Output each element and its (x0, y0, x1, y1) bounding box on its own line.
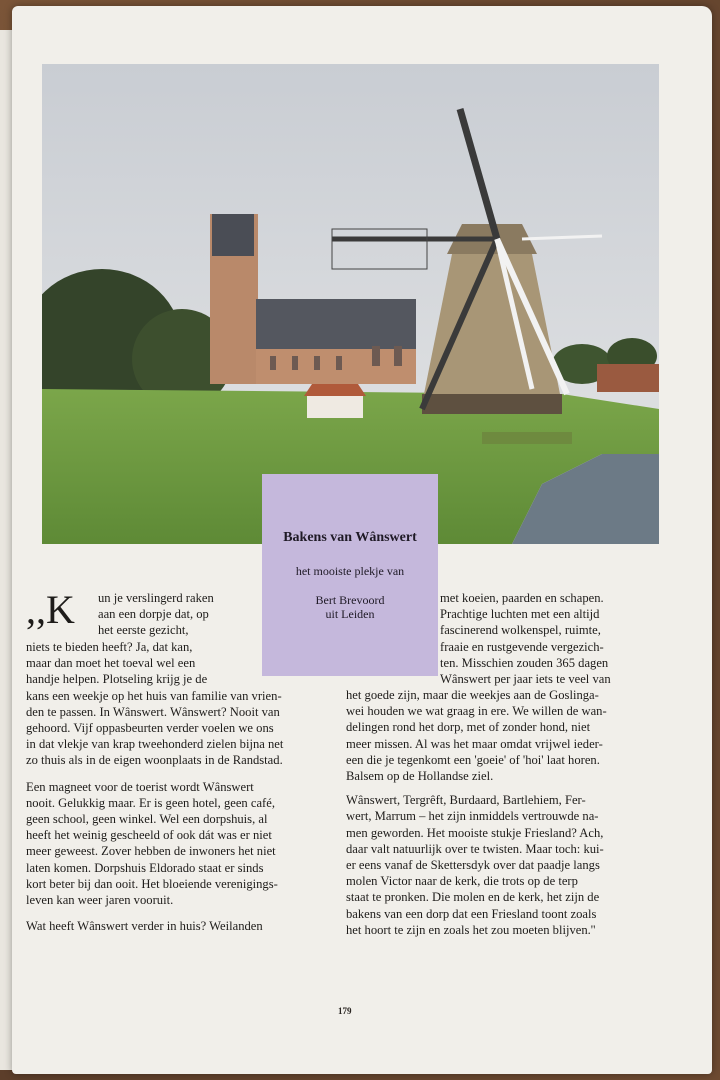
body-line: heeft het weinig gescheeld of ook dát was er niet (26, 828, 272, 843)
body-line: met koeien, paarden en schapen. (440, 591, 604, 605)
body-line: leven kan weer jaren vooruit. (26, 893, 174, 908)
body-line: meer geweest. Zover hebben de inwoners het niet (26, 844, 276, 859)
body-line: kort beter bij dan ooit. Het bloeiende verenigings- (26, 876, 278, 891)
body-line: aan een dorpje dat, op (98, 607, 209, 622)
body-line: un je verslingerd raken (98, 591, 214, 605)
body-line: molen Victor naar de kerk, die trots op de terp (346, 874, 578, 889)
body-line: het eerste gezicht, (98, 623, 189, 638)
body-line: delingen rond het dorp, met of zonder hond, niet (346, 720, 591, 735)
body-line: in dat vlekje van krap tweehonderd zielen bijna net (26, 737, 284, 752)
left-column (26, 587, 252, 639)
author-place: uit Leiden (325, 607, 375, 621)
body-line: Wânswert, Tergrêft, Burdaard, Bartlehiem, Fer- (346, 793, 586, 808)
magazine-page (12, 6, 712, 1074)
body-line: geen school, geen winkel. Wel een dorpshuis, al (26, 812, 268, 827)
body-line: handje helpen. Plotseling krijg je de (26, 672, 208, 687)
article-author (262, 593, 438, 621)
body-line: Een magneet voor de toerist wordt Wânswert (26, 779, 254, 794)
article-subtitle: het mooiste plekje van (295, 564, 405, 578)
windmill-church-photo (42, 64, 659, 544)
body-line: wei houden we wat graag in ere. We willen de wan- (346, 704, 607, 719)
body-line: niets te bieden heeft? Ja, dat kan, (26, 640, 193, 654)
left-column-wide (26, 639, 342, 934)
body-line: Wânswert per jaar iets te veel van (440, 672, 611, 687)
article-title: Bakens van Wânswert (283, 530, 417, 545)
body-line: zo thuis als in de eigen woonplaats in de Randstad. (26, 753, 283, 768)
body-line: staat te pronken. Die molen en de kerk, het zijn de (346, 890, 600, 905)
body-line: fraaie en rustgevende vergezich- (440, 639, 604, 654)
body-line: er eens vanaf de Skettersdyk over dat paadje langs (346, 858, 600, 873)
body-line: een die je tegenkomt een 'goeie' of 'hoi' laat horen. (346, 752, 600, 767)
body-line: kans een weekje op het huis van familie van vrien- (26, 688, 282, 703)
right-column (440, 590, 680, 687)
body-line: het hoort te zijn en zoals het zou moeten blijven.'' (346, 922, 596, 937)
body-line: laten komen. Dorpshuis Eldorado staat er sinds (26, 860, 264, 875)
body-line: den te passen. In Wânswert. Wânswert? Nooit van (26, 704, 280, 719)
body-line: ten. Misschien zouden 365 dagen (440, 655, 609, 670)
author-name: Bert Brevoord (315, 593, 385, 607)
body-line: Balsem op de Hollandse ziel. (346, 769, 494, 784)
body-line: fascinerend wolkenspel, ruimte, (440, 623, 601, 638)
body-line: gehoord. Vijf oppasbeurten verder voelen we ons (26, 721, 274, 736)
drop-cap: ,,K (26, 587, 75, 632)
body-line: het goede zijn, maar die weekjes aan de Goslinga- (346, 688, 599, 702)
body-line: daar valt natuurlijk over te twisten. Maar toch: kui- (346, 841, 604, 856)
body-line: wert, Marrum – het zijn inmiddels vertrouwde na- (346, 809, 599, 824)
body-line: bakens van een dorp dat een Friesland toont zoals (346, 906, 597, 921)
body-line: maar dan moet het toeval wel een (26, 656, 196, 671)
body-line: men geworden. Het mooiste stukje Friesland? Ach, (346, 825, 604, 840)
right-column-wide (346, 687, 682, 938)
body-line: Wat heeft Wânswert verder in huis? Weilanden (26, 919, 263, 934)
page-number: 179 (338, 1006, 352, 1016)
body-line: nooit. Gelukkig maar. Er is geen hotel, geen café, (26, 795, 275, 810)
body-line: Prachtige luchten met een altijd (440, 607, 600, 622)
body-line: meer missen. Al was het maar omdat vrijwel ieder- (346, 736, 603, 751)
